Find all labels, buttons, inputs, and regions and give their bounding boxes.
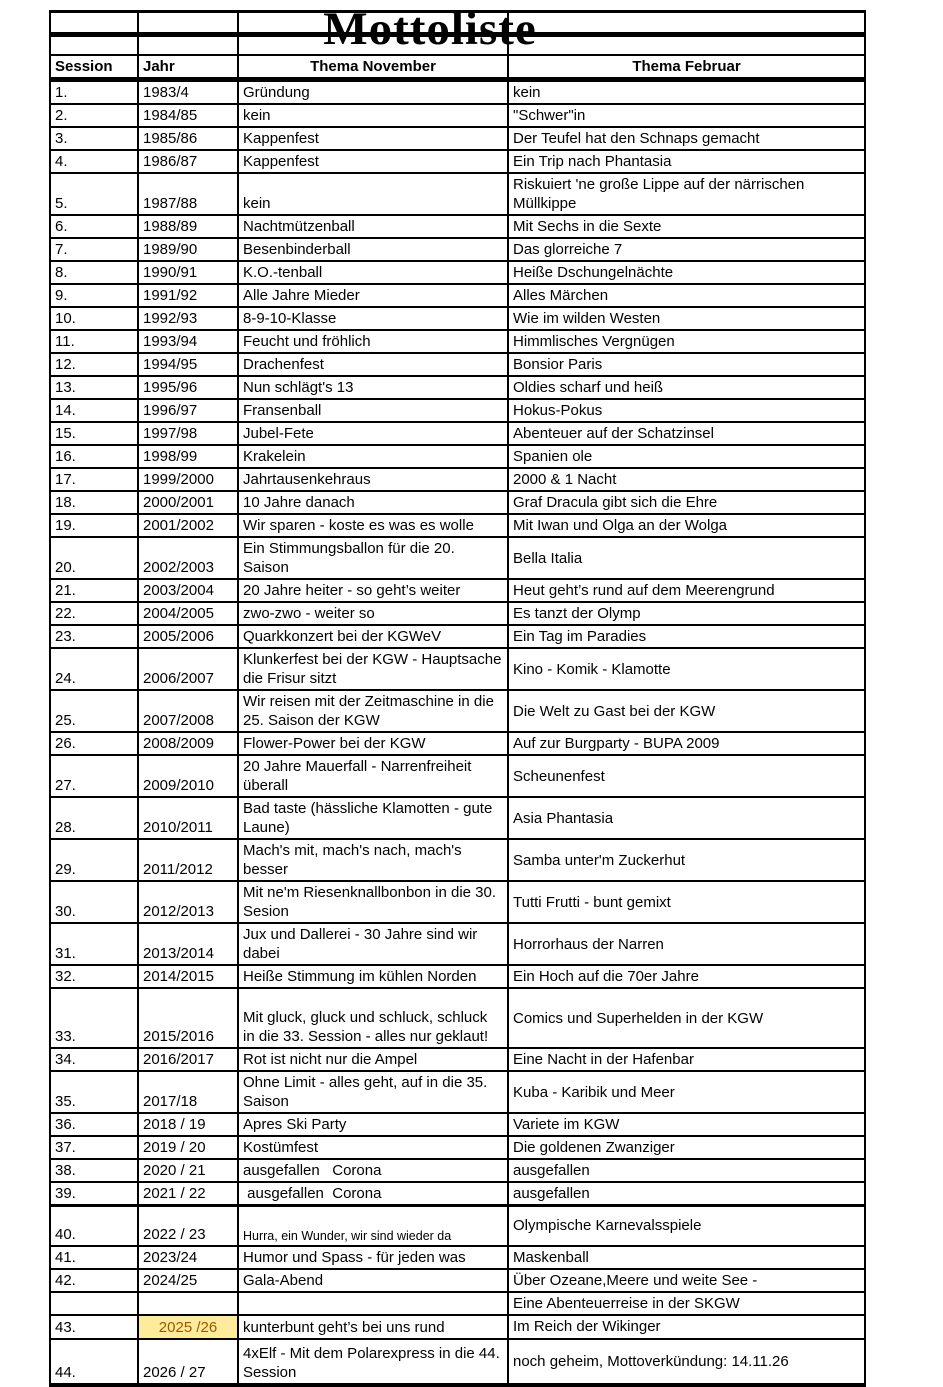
jahr-cell: 2019 / 20 — [138, 1136, 238, 1159]
jahr-cell: 2020 / 21 — [138, 1159, 238, 1182]
november-cell: 20 Jahre Mauerfall - Narrenfreiheit überall — [238, 755, 508, 797]
november-cell: Nachtmützenball — [238, 215, 508, 238]
jahr-cell: 1984/85 — [138, 104, 238, 127]
jahr-cell: 2007/2008 — [138, 690, 238, 732]
jahr-cell: 2001/2002 — [138, 514, 238, 537]
februar-cell: Auf zur Burgparty - BUPA 2009 — [508, 732, 865, 755]
november-cell: kein — [238, 104, 508, 127]
november-cell: 10 Jahre danach — [238, 491, 508, 514]
session-cell: 28. — [50, 797, 138, 839]
februar-cell: Im Reich der Wikinger — [508, 1315, 865, 1339]
jahr-cell: 1997/98 — [138, 422, 238, 445]
jahr-cell: 1993/94 — [138, 330, 238, 353]
februar-cell: Kino - Komik - Klamotte — [508, 648, 865, 690]
session-cell: 19. — [50, 514, 138, 537]
table-row — [50, 238, 865, 261]
table-row — [50, 261, 865, 284]
jahr-cell: 1987/88 — [138, 173, 238, 215]
februar-cell: Riskuiert 'ne große Lippe auf der närrischen Müllkippe — [508, 173, 865, 215]
februar-cell: Wie im wilden Westen — [508, 307, 865, 330]
februar-cell: Abenteuer auf der Schatzinsel — [508, 422, 865, 445]
jahr-cell: 2011/2012 — [138, 839, 238, 881]
table-row — [50, 988, 865, 1048]
table-row — [50, 353, 865, 376]
table-row — [50, 514, 865, 537]
jahr-cell: 1994/95 — [138, 353, 238, 376]
november-cell: Rot ist nicht nur die Ampel — [238, 1048, 508, 1071]
table-row — [50, 284, 865, 307]
jahr-cell: 2009/2010 — [138, 755, 238, 797]
title-cell-lower — [238, 35, 508, 56]
column-header-session: Session — [50, 55, 138, 80]
februar-cell: Es tanzt der Olymp — [508, 602, 865, 625]
session-cell: 43. — [50, 1315, 138, 1339]
februar-cell: Graf Dracula gibt sich die Ehre — [508, 491, 865, 514]
februar-cell: Das glorreiche 7 — [508, 238, 865, 261]
table-row — [50, 1315, 865, 1339]
session-cell: 5. — [50, 173, 138, 215]
table-row — [50, 1048, 865, 1071]
session-cell: 9. — [50, 284, 138, 307]
jahr-cell: 2014/2015 — [138, 965, 238, 988]
table-body — [50, 80, 865, 1385]
februar-cell: Alles Märchen — [508, 284, 865, 307]
februar-cell: Bonsior Paris — [508, 353, 865, 376]
header-row — [50, 55, 865, 80]
februar-cell: Die goldenen Zwanziger — [508, 1136, 865, 1159]
februar-cell: noch geheim, Mottoverkündung: 14.11.26 — [508, 1339, 865, 1385]
februar-cell: Bella Italia — [508, 537, 865, 579]
jahr-cell: 1983/4 — [138, 80, 238, 105]
session-cell: 42. — [50, 1269, 138, 1292]
februar-cell: 2000 & 1 Nacht — [508, 468, 865, 491]
november-cell: 20 Jahre heiter - so geht’s weiter — [238, 579, 508, 602]
jahr-cell — [138, 1292, 238, 1315]
februar-cell: Tutti Frutti - bunt gemixt — [508, 881, 865, 923]
februar-cell: Himmlisches Vergnügen — [508, 330, 865, 353]
table-row — [50, 215, 865, 238]
table-row — [50, 755, 865, 797]
februar-cell: "Schwer"in — [508, 104, 865, 127]
november-cell: Bad taste (hässliche Klamotten - gute Laune) — [238, 797, 508, 839]
jahr-cell: 1998/99 — [138, 445, 238, 468]
session-cell: 14. — [50, 399, 138, 422]
november-cell: Kappenfest — [238, 127, 508, 150]
november-cell: Humor und Spass - für jeden was — [238, 1246, 508, 1269]
table-row — [50, 923, 865, 965]
jahr-cell: 2008/2009 — [138, 732, 238, 755]
jahr-cell: 1988/89 — [138, 215, 238, 238]
table-row — [50, 839, 865, 881]
jahr-cell: 1995/96 — [138, 376, 238, 399]
title-row-upper — [50, 12, 865, 35]
november-cell: Gala-Abend — [238, 1269, 508, 1292]
session-cell: 2. — [50, 104, 138, 127]
jahr-cell: 2006/2007 — [138, 648, 238, 690]
jahr-cell: 2026 / 27 — [138, 1339, 238, 1385]
table-row — [50, 625, 865, 648]
session-cell: 6. — [50, 215, 138, 238]
session-cell: 10. — [50, 307, 138, 330]
session-cell: 4. — [50, 150, 138, 173]
februar-cell: Samba unter'm Zuckerhut — [508, 839, 865, 881]
table-row — [50, 330, 865, 353]
november-cell: 8-9-10-Klasse — [238, 307, 508, 330]
jahr-cell: 1991/92 — [138, 284, 238, 307]
session-cell: 26. — [50, 732, 138, 755]
empty-cell — [50, 12, 138, 35]
table-row — [50, 1206, 865, 1246]
session-cell: 8. — [50, 261, 138, 284]
februar-cell: Hokus-Pokus — [508, 399, 865, 422]
jahr-cell: 2003/2004 — [138, 579, 238, 602]
jahr-cell: 1996/97 — [138, 399, 238, 422]
session-cell: 11. — [50, 330, 138, 353]
februar-cell: Mit Iwan und Olga an der Wolga — [508, 514, 865, 537]
jahr-cell: 2002/2003 — [138, 537, 238, 579]
februar-cell: Eine Nacht in der Hafenbar — [508, 1048, 865, 1071]
februar-cell: Spanien ole — [508, 445, 865, 468]
table-row — [50, 881, 865, 923]
table-row — [50, 1292, 865, 1315]
februar-cell: Oldies scharf und heiß — [508, 376, 865, 399]
motto-table — [49, 10, 866, 1387]
session-cell: 40. — [50, 1206, 138, 1246]
november-cell: Flower-Power bei der KGW — [238, 732, 508, 755]
table-row — [50, 491, 865, 514]
februar-cell: Heiße Dschungelnächte — [508, 261, 865, 284]
table-row — [50, 579, 865, 602]
november-cell: Drachenfest — [238, 353, 508, 376]
jahr-cell: 2005/2006 — [138, 625, 238, 648]
jahr-cell: 2017/18 — [138, 1071, 238, 1113]
februar-cell: Maskenball — [508, 1246, 865, 1269]
table-row — [50, 1071, 865, 1113]
session-cell: 44. — [50, 1339, 138, 1385]
table-row — [50, 1136, 865, 1159]
table-row — [50, 690, 865, 732]
november-cell: Jahrtausenkehraus — [238, 468, 508, 491]
jahr-cell: 2025 /26 — [138, 1315, 238, 1339]
column-header-jahr: Jahr — [138, 55, 238, 80]
november-cell: Wir sparen - koste es was es wolle — [238, 514, 508, 537]
jahr-cell: 2016/2017 — [138, 1048, 238, 1071]
session-cell: 39. — [50, 1182, 138, 1206]
session-cell: 17. — [50, 468, 138, 491]
session-cell: 13. — [50, 376, 138, 399]
table-row — [50, 602, 865, 625]
session-cell: 7. — [50, 238, 138, 261]
empty-cell — [508, 12, 865, 35]
februar-cell: Der Teufel hat den Schnaps gemacht — [508, 127, 865, 150]
november-cell: Hurra, ein Wunder, wir sind wieder da — [238, 1206, 508, 1246]
februar-cell: Heut geht’s rund auf dem Meerengrund — [508, 579, 865, 602]
table-row — [50, 1113, 865, 1136]
table-row — [50, 80, 865, 105]
februar-cell: Mit Sechs in die Sexte — [508, 215, 865, 238]
table-row — [50, 1339, 865, 1385]
februar-cell: ausgefallen — [508, 1182, 865, 1206]
februar-cell: ausgefallen — [508, 1159, 865, 1182]
table-row — [50, 797, 865, 839]
session-cell: 24. — [50, 648, 138, 690]
table-row — [50, 1159, 865, 1182]
table-row — [50, 468, 865, 491]
session-cell: 21. — [50, 579, 138, 602]
februar-cell: Ein Tag im Paradies — [508, 625, 865, 648]
jahr-cell: 1986/87 — [138, 150, 238, 173]
februar-cell: Die Welt zu Gast bei der KGW — [508, 690, 865, 732]
november-cell: Fransenball — [238, 399, 508, 422]
november-cell: Heiße Stimmung im kühlen Norden — [238, 965, 508, 988]
jahr-cell: 2010/2011 — [138, 797, 238, 839]
november-cell: Gründung — [238, 80, 508, 105]
empty-cell — [138, 12, 238, 35]
februar-cell: Comics und Superhelden in der KGW — [508, 988, 865, 1048]
jahr-cell: 2024/25 — [138, 1269, 238, 1292]
session-cell: 30. — [50, 881, 138, 923]
table-row — [50, 1182, 865, 1206]
november-cell: Mit ne'm Riesenknallbonbon in die 30. Sesion — [238, 881, 508, 923]
table-row — [50, 104, 865, 127]
session-cell: 35. — [50, 1071, 138, 1113]
session-cell: 31. — [50, 923, 138, 965]
februar-cell: Scheunenfest — [508, 755, 865, 797]
table-row — [50, 150, 865, 173]
november-cell: Klunkerfest bei der KGW - Hauptsache die Frisur sitzt — [238, 648, 508, 690]
column-header-thema-november: Thema November — [238, 55, 508, 80]
jahr-cell: 2000/2001 — [138, 491, 238, 514]
session-cell: 16. — [50, 445, 138, 468]
table-row — [50, 445, 865, 468]
jahr-cell: 2023/24 — [138, 1246, 238, 1269]
november-cell — [238, 1292, 508, 1315]
table-row — [50, 648, 865, 690]
table-row — [50, 965, 865, 988]
session-cell: 41. — [50, 1246, 138, 1269]
session-cell: 18. — [50, 491, 138, 514]
november-cell: Jux und Dallerei - 30 Jahre sind wir dabei — [238, 923, 508, 965]
empty-cell — [138, 35, 238, 56]
table-row — [50, 399, 865, 422]
session-cell: 36. — [50, 1113, 138, 1136]
table-row — [50, 537, 865, 579]
februar-cell: Horrorhaus der Narren — [508, 923, 865, 965]
november-cell: Alle Jahre Mieder — [238, 284, 508, 307]
februar-cell: Asia Phantasia — [508, 797, 865, 839]
session-cell: 33. — [50, 988, 138, 1048]
session-cell: 27. — [50, 755, 138, 797]
session-cell: 3. — [50, 127, 138, 150]
november-cell: K.O.-tenball — [238, 261, 508, 284]
jahr-cell: 1992/93 — [138, 307, 238, 330]
session-cell: 1. — [50, 80, 138, 105]
jahr-cell: 1990/91 — [138, 261, 238, 284]
table-row — [50, 376, 865, 399]
november-cell: Jubel-Fete — [238, 422, 508, 445]
session-cell: 32. — [50, 965, 138, 988]
session-cell: 37. — [50, 1136, 138, 1159]
februar-cell: Ein Hoch auf die 70er Jahre — [508, 965, 865, 988]
jahr-cell: 2021 / 22 — [138, 1182, 238, 1206]
november-cell: Feucht und fröhlich — [238, 330, 508, 353]
session-cell: 15. — [50, 422, 138, 445]
title-row-lower — [50, 35, 865, 56]
table-row — [50, 422, 865, 445]
table-row — [50, 173, 865, 215]
jahr-cell: 2018 / 19 — [138, 1113, 238, 1136]
table-row — [50, 1246, 865, 1269]
november-cell: Nun schlägt's 13 — [238, 376, 508, 399]
jahr-cell: 2004/2005 — [138, 602, 238, 625]
februar-cell: kein — [508, 80, 865, 105]
november-cell: zwo-zwo - weiter so — [238, 602, 508, 625]
session-cell: 34. — [50, 1048, 138, 1071]
empty-cell — [508, 35, 865, 56]
februar-cell: Über Ozeane,Meere und weite See - — [508, 1269, 865, 1292]
session-cell: 29. — [50, 839, 138, 881]
februar-cell: Ein Trip nach Phantasia — [508, 150, 865, 173]
november-cell: kein — [238, 173, 508, 215]
november-cell: Quarkkonzert bei der KGWeV — [238, 625, 508, 648]
november-cell: Wir reisen mit der Zeitmaschine in die 25. Saison der KGW — [238, 690, 508, 732]
jahr-cell: 1989/90 — [138, 238, 238, 261]
session-cell: 38. — [50, 1159, 138, 1182]
table-row — [50, 732, 865, 755]
november-cell: Besenbinderball — [238, 238, 508, 261]
jahr-cell: 2022 / 23 — [138, 1206, 238, 1246]
november-cell: Kappenfest — [238, 150, 508, 173]
jahr-cell: 2015/2016 — [138, 988, 238, 1048]
table-row — [50, 1269, 865, 1292]
november-cell: Ohne Limit - alles geht, auf in die 35. Saison — [238, 1071, 508, 1113]
november-cell: ausgefallen Corona — [238, 1182, 508, 1206]
november-cell: ausgefallen Corona — [238, 1159, 508, 1182]
februar-cell: Variete im KGW — [508, 1113, 865, 1136]
page-title: Mottoliste — [323, 3, 537, 55]
jahr-cell: 1985/86 — [138, 127, 238, 150]
november-cell: Mit gluck, gluck und schluck, schluck in die 33. Session - alles nur geklaut! — [238, 988, 508, 1048]
jahr-cell: 2013/2014 — [138, 923, 238, 965]
november-cell: Ein Stimmungsballon für die 20. Saison — [238, 537, 508, 579]
november-cell: 4xElf - Mit dem Polarexpress in die 44. Session — [238, 1339, 508, 1385]
november-cell: Kostümfest — [238, 1136, 508, 1159]
empty-cell — [50, 35, 138, 56]
november-cell: Mach's mit, mach's nach, mach's besser — [238, 839, 508, 881]
november-cell: Apres Ski Party — [238, 1113, 508, 1136]
februar-cell: Olympische Karnevalsspiele — [508, 1206, 865, 1246]
session-cell: 12. — [50, 353, 138, 376]
session-cell: 22. — [50, 602, 138, 625]
november-cell: Krakelein — [238, 445, 508, 468]
november-cell: kunterbunt geht’s bei uns rund — [238, 1315, 508, 1339]
table-row — [50, 307, 865, 330]
februar-cell: Eine Abenteuerreise in der SKGW — [508, 1292, 865, 1315]
column-header-thema-februar: Thema Februar — [508, 55, 865, 80]
session-cell: 25. — [50, 690, 138, 732]
jahr-cell: 2012/2013 — [138, 881, 238, 923]
session-cell: 23. — [50, 625, 138, 648]
title-cell-upper — [238, 12, 508, 35]
session-cell: 20. — [50, 537, 138, 579]
table-row — [50, 127, 865, 150]
session-cell — [50, 1292, 138, 1315]
jahr-cell: 1999/2000 — [138, 468, 238, 491]
februar-cell: Kuba - Karibik und Meer — [508, 1071, 865, 1113]
